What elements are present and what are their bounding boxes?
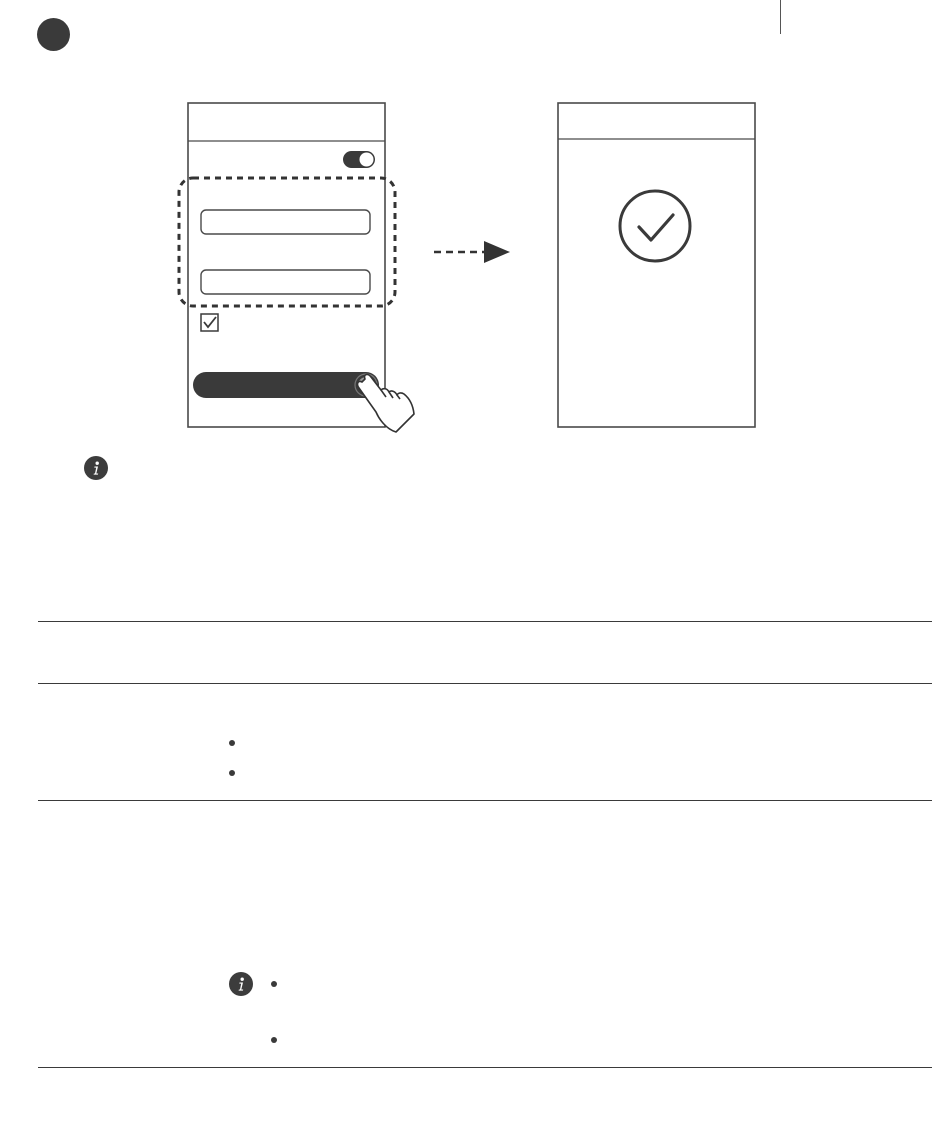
password-field[interactable]	[201, 270, 370, 294]
checkbox-checked-icon[interactable]	[201, 314, 218, 331]
name-field[interactable]	[201, 210, 370, 234]
table-rule	[38, 800, 932, 801]
success-screen	[558, 103, 755, 427]
list-bullet	[271, 1037, 277, 1043]
info-icon	[229, 972, 253, 996]
list-bullet	[229, 740, 235, 746]
setup-illustration	[0, 0, 950, 450]
list-bullet	[229, 770, 235, 776]
table-rule-bottom	[38, 1067, 932, 1068]
info-icon	[84, 456, 108, 480]
toggle-switch-icon[interactable]	[343, 151, 375, 168]
table-rule	[38, 683, 932, 684]
dashed-arrow-icon	[434, 241, 510, 263]
list-bullet	[271, 981, 277, 987]
table-rule-top	[38, 621, 932, 622]
confirm-button[interactable]	[193, 372, 379, 398]
login-screen	[179, 103, 395, 427]
